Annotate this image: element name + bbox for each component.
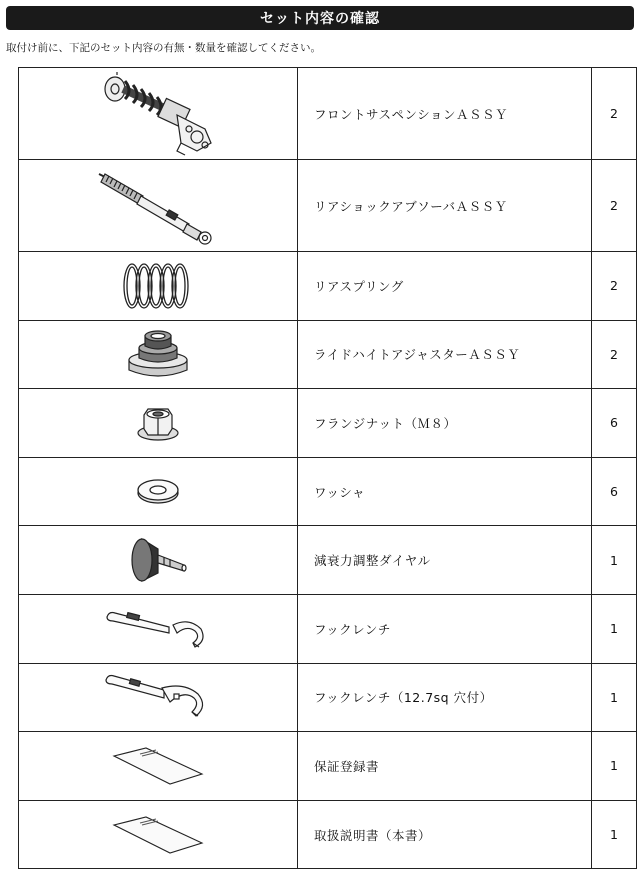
part-name: リアショックアブソーバＡＳＳＹ <box>298 160 592 252</box>
ride-height-adjuster-icon <box>125 326 191 382</box>
hook-wrench-icon <box>103 607 213 651</box>
hook-wrench-sq-icon <box>102 672 214 722</box>
part-quantity: 2 <box>592 320 637 389</box>
table-row <box>19 800 637 869</box>
part-name: フロントサスペンションＡＳＳＹ <box>298 68 592 160</box>
parts-table <box>18 67 637 869</box>
table-row <box>19 320 637 389</box>
table-row <box>19 732 637 801</box>
table-row <box>19 526 637 595</box>
front-suspension-assy-icon <box>93 71 223 157</box>
part-quantity: 1 <box>592 800 637 869</box>
instruction-text: 取付け前に、下記のセット内容の有無・数量を確認してください。 <box>6 42 321 54</box>
part-name: フックレンチ（12.7sq 穴付） <box>298 663 592 732</box>
part-quantity: 1 <box>592 594 637 663</box>
part-name: ワッシャ <box>298 457 592 526</box>
part-name: フランジナット（Ｍ８） <box>298 389 592 458</box>
part-quantity: 2 <box>592 160 637 252</box>
table-row <box>19 252 637 321</box>
part-quantity: 1 <box>592 732 637 801</box>
rear-shock-absorber-icon <box>93 166 223 246</box>
part-quantity: 1 <box>592 663 637 732</box>
part-quantity: 2 <box>592 252 637 321</box>
part-quantity: 2 <box>592 68 637 160</box>
flange-nut-icon <box>134 403 182 443</box>
part-quantity: 1 <box>592 526 637 595</box>
rear-spring-icon <box>120 260 196 312</box>
part-quantity: 6 <box>592 457 637 526</box>
part-name: 保証登録書 <box>298 732 592 801</box>
table-row <box>19 457 637 526</box>
part-name: ライドハイトアジャスターＡＳＳＹ <box>298 320 592 389</box>
section-title: セット内容の確認 <box>6 6 634 30</box>
table-row <box>19 663 637 732</box>
table-row <box>19 594 637 663</box>
part-name: リアスプリング <box>298 252 592 321</box>
washer-icon <box>134 478 182 506</box>
damping-dial-icon <box>128 535 188 585</box>
part-quantity: 6 <box>592 389 637 458</box>
table-row <box>19 160 637 252</box>
manual-icon <box>110 815 206 855</box>
warranty-card-icon <box>110 746 206 786</box>
table-row <box>19 389 637 458</box>
table-row <box>19 68 637 160</box>
part-name: フックレンチ <box>298 594 592 663</box>
part-name: 取扱説明書（本書） <box>298 800 592 869</box>
part-name: 減衰力調整ダイヤル <box>298 526 592 595</box>
